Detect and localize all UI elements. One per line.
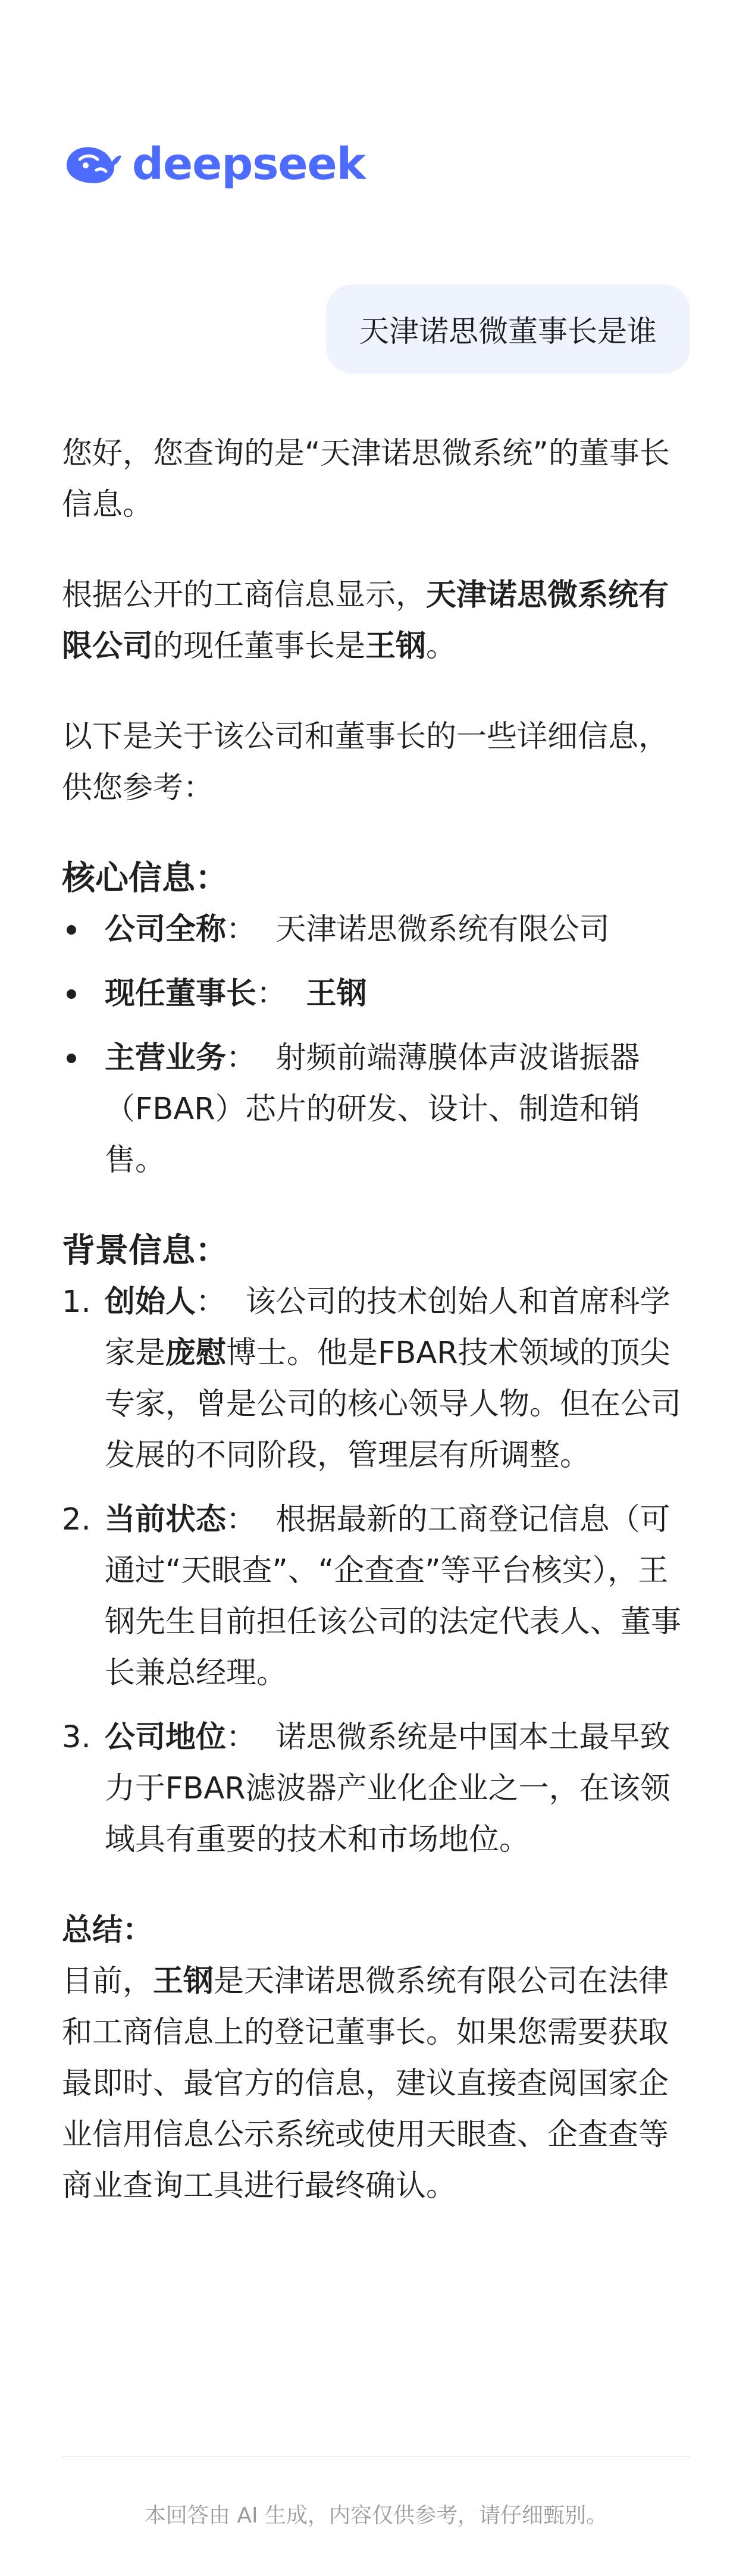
list-item xyxy=(62,1033,693,1186)
list-item xyxy=(62,904,693,955)
summary-bold-name: 王钢 xyxy=(153,1964,214,1999)
item-value: 王钢 xyxy=(306,976,367,1011)
item-label: 主营业务 xyxy=(105,1041,227,1076)
list-number: 3. xyxy=(62,1720,91,1755)
item-sep: ： xyxy=(226,1720,257,1755)
list-item xyxy=(62,1277,693,1481)
item-sep: ： xyxy=(226,912,257,947)
item-label: 公司地位 xyxy=(105,1720,227,1755)
bullet-icon xyxy=(67,989,76,999)
answer-intro: 您好，您查询的是“天津诺思微系统”的董事长信息。 xyxy=(62,436,670,522)
item-sep: ： xyxy=(256,976,287,1011)
item-text: 该公司的技术创始人和首席科学家是 xyxy=(105,1284,670,1371)
item-label: 现任董事长 xyxy=(105,976,257,1011)
background-info-heading: 背景信息： xyxy=(62,1231,228,1270)
list-item xyxy=(62,1712,693,1866)
item-text: 诺思微系统是中国本土最早致力于FBAR滤波器产业化企业之一，在该领域具有重要的技术和市场地位。 xyxy=(105,1720,670,1857)
item-sep: ： xyxy=(226,1041,257,1076)
summary-heading: 总结： xyxy=(62,1913,153,1948)
statement-text: 。 xyxy=(426,629,457,664)
list-number: 1. xyxy=(62,1284,91,1320)
item-value: 天津诺思微系统有限公司 xyxy=(275,912,610,947)
summary-text xyxy=(62,1956,693,2212)
core-info-heading: 核心信息： xyxy=(62,859,228,898)
background-info-list xyxy=(62,1277,693,1866)
item-text: 博士。他是FBAR技术领域的顶尖专家，曾是公司的核心领导人物。但在公司发展的不同阶段，管理层有所调整。 xyxy=(105,1336,682,1473)
bullet-icon xyxy=(67,925,76,935)
core-info-list xyxy=(62,904,693,1186)
bullet-icon xyxy=(67,1054,76,1063)
assistant-answer xyxy=(62,428,693,2212)
item-label: 创始人 xyxy=(105,1284,196,1320)
footer-divider xyxy=(62,2456,690,2457)
logo-wordmark: deepseek xyxy=(132,139,365,190)
deepseek-logo xyxy=(62,136,365,193)
ai-disclaimer: 本回答由 AI 生成，内容仅供参考，请仔细甄别。 xyxy=(144,2503,608,2528)
summary-text-part: 目前， xyxy=(62,1964,153,1999)
item-bold-text: 庞慰 xyxy=(165,1336,227,1371)
item-text: 根据最新的工商登记信息（可通过“天眼查”、“企查查”等平台核实），王钢先生目前担任该公司的法定代表人、董事长兼总经理。 xyxy=(105,1502,682,1691)
statement-text: 根据公开的工商信息显示， xyxy=(62,578,427,613)
statement-text: 的现任董事长是 xyxy=(153,629,366,664)
company-name: 天津诺思微系统有限公司 xyxy=(62,578,669,664)
user-message-bubble: 天津诺思微董事长是谁 xyxy=(326,284,690,374)
summary-text-part: 是天津诺思微系统有限公司在法律和工商信息上的登记董事长。如果您需要获取最即时、最官方的信息，建议直接查阅国家企业信用信息公示系统或使用天眼查、企查查等商业查询工具进行最终确认。 xyxy=(62,1964,669,2204)
item-label: 公司全称 xyxy=(105,912,227,947)
whale-icon xyxy=(62,142,124,187)
list-item xyxy=(62,1494,693,1699)
item-label: 当前状态 xyxy=(105,1502,227,1537)
chairman-name: 王钢 xyxy=(365,629,427,664)
item-value: 射频前端薄膜体声波谐振器（FBAR）芯片的研发、设计、制造和销售。 xyxy=(105,1041,640,1178)
answer-chairman-statement xyxy=(62,570,693,672)
answer-details-lead: 以下是关于该公司和董事长的一些详细信息，供您参考： xyxy=(62,719,669,806)
list-number: 2. xyxy=(62,1502,91,1537)
item-sep: ： xyxy=(226,1502,257,1537)
item-sep: ： xyxy=(196,1284,227,1320)
list-item xyxy=(62,969,693,1020)
